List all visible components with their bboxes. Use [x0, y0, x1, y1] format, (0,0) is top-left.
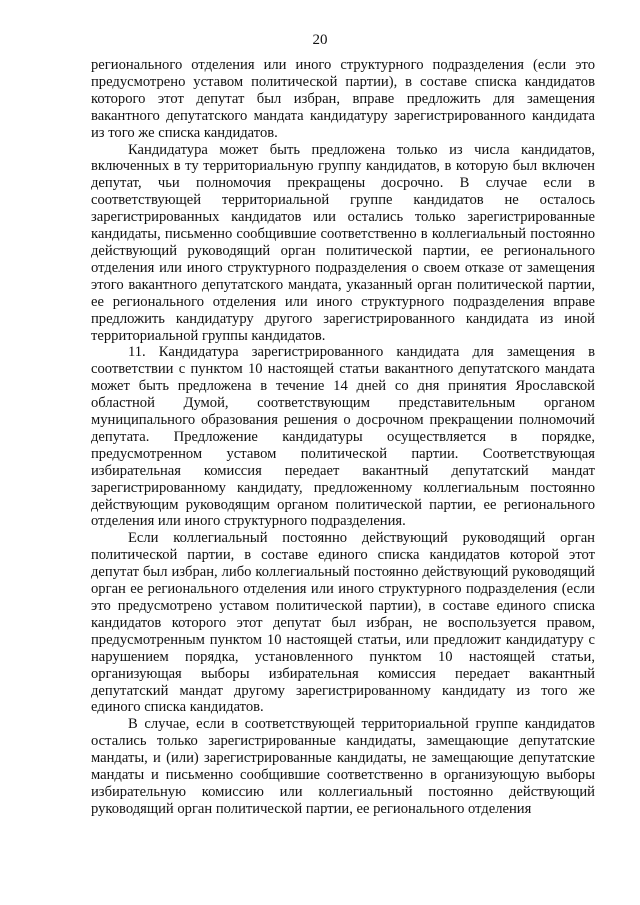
- document-body: [91, 57, 595, 818]
- paragraph: В случае, если в соответствующей территориальной группе кандидатов остались только зарегистрированные кандидаты, замещающие депутатские мандаты, и (или) зарегистрированные кандидаты, не замещающие депутатские мандаты и письменно сообщившие соответственно в организующую выборы избирательную комиссию или коллегиальный постоянно действующий руководящий орган политической партии, ее регионального отделения: [91, 716, 595, 817]
- paragraph-continued: регионального отделения или иного структурного подразделения (если это предусмотрено уставом политической партии), в составе списка кандидатов которого этот депутат был избран, вправе предложить для замещения вакантного депутатского мандата кандидатуру зарегистрированного кандидата из того же списка кандидатов.: [91, 57, 595, 141]
- paragraph: Если коллегиальный постоянно действующий руководящий орган политической партии, в составе единого списка кандидатов которой этот депутат был избран, либо коллегиальный постоянно действующий руководящий орган ее регионального отделения или иного структурного подразделения (если это предусмотрено уставом политической партии), в составе единого списка кандидатов которого этот депутат был избран, не воспользуется правом, предусмотренным пунктом 10 настоящей статьи, или предложит кандидатуру с нарушением порядка, установленного пунктом 10 настоящей статьи, организующая выборы избирательная комиссия передает вакантный депутатский мандат другому зарегистрированному кандидату из того же единого списка кандидатов.: [91, 530, 595, 716]
- paragraph-item-11: 11. Кандидатура зарегистрированного кандидата для замещения в соответствии с пунктом 10 настоящей статьи вакантного депутатского мандата может быть предложена в течение 14 дней со дня принятия Ярославской областной Думой, соответствующим представительным органом муниципального образования решения о досрочном прекращении полномочий депутата. Предложение кандидатуры осуществляется в порядке, предусмотренном уставом политической партии. Соответствующая избирательная комиссия передает вакантный депутатский мандат зарегистрированному кандидату, предложенному коллегиальным постоянно действующим руководящим органом политической партии, ее регионального отделения или иного структурного подразделения.: [91, 344, 595, 530]
- paragraph: Кандидатура может быть предложена только из числа кандидатов, включенных в ту территориальную группу кандидатов, в которую был включен депутат, чьи полномочия прекращены досрочно. В случае если в соответствующей территориальной группе кандидатов не осталось зарегистрированных кандидатов или остались только зарегистрированные кандидаты, письменно сообщившие соответственно в коллегиальный постоянно действующий руководящий орган политической партии, ее регионального отделения или иного структурного подразделения о своем отказе от замещения этого вакантного депутатского мандата, указанный орган политической партии, ее регионального отделения или иного структурного подразделения вправе предложить кандидатуру другого зарегистрированного кандидата из иной территориальной группы кандидатов.: [91, 141, 595, 344]
- page-number: 20: [312, 32, 328, 48]
